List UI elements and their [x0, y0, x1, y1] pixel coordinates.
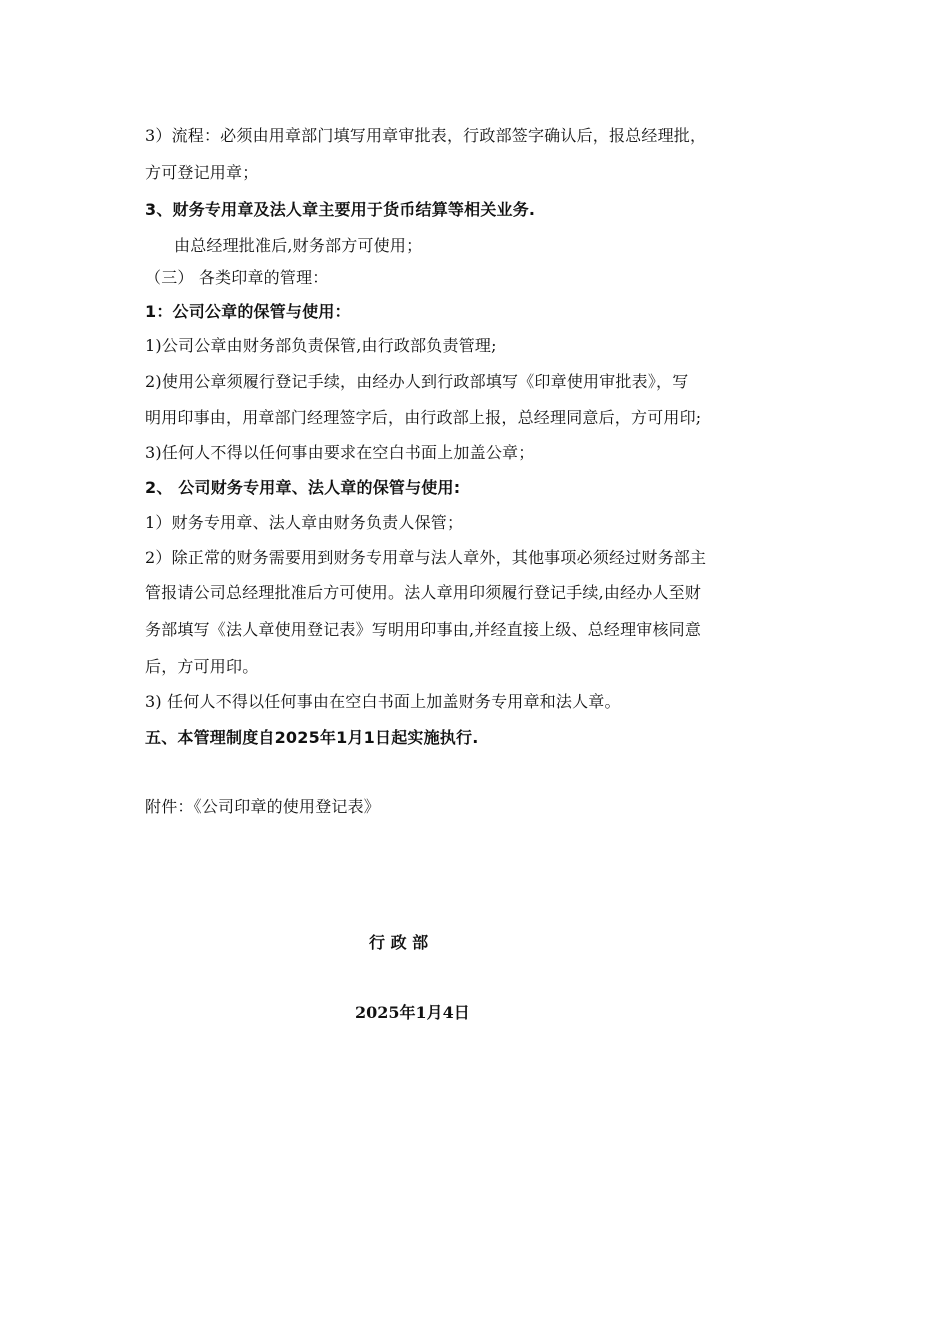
signature-date: 2025年1月4日	[355, 1003, 470, 1022]
section-heading: 1：公司公章的保管与使用：	[145, 302, 351, 321]
text-line: 1)公司公章由财务部负责保管,由行政部负责管理;	[145, 336, 497, 355]
text-line: 3) 任何人不得以任何事由在空白书面上加盖财务专用章和法人章。	[145, 692, 621, 711]
text-line: 务部填写《法人章使用登记表》写明用印事由,并经直接上级、总经理审核同意	[145, 620, 702, 639]
text-line: 2)使用公章须履行登记手续，由经办人到行政部填写《印章使用审批表》，写	[145, 372, 689, 391]
text-line: 1）财务专用章、法人章由财务负责人保管；	[145, 513, 464, 532]
text-line: 明用印事由，用章部门经理签字后，由行政部上报，总经理同意后，方可用印;	[145, 408, 702, 427]
text-line: 2）除正常的财务需要用到财务专用章与法人章外，其他事项必须经过财务部主	[145, 548, 707, 567]
text-line: 3）流程：必须由用章部门填写用章审批表，行政部签字确认后，报总经理批，	[145, 126, 707, 145]
text-line: 3)任何人不得以任何事由要求在空白书面上加盖公章；	[145, 443, 535, 462]
attachment-line: 附件：《公司印章的使用登记表》	[145, 797, 381, 816]
section-heading: 3、财务专用章及法人章主要用于货币结算等相关业务.	[145, 200, 536, 219]
signature-department: 行 政 部	[369, 933, 429, 952]
text-line: 后，方可用印。	[145, 657, 259, 676]
subsection-heading: （三） 各类印章的管理：	[145, 268, 329, 287]
text-line: 方可登记用章；	[145, 163, 259, 182]
section-heading: 五、本管理制度自2025年1月1日起实施执行.	[145, 728, 479, 747]
section-heading: 2、 公司财务专用章、法人章的保管与使用:	[145, 478, 461, 497]
text-line: 由总经理批准后,财务部方可使用；	[174, 236, 423, 255]
text-line: 管报请公司总经理批准后方可使用。法人章用印须履行登记手续,由经办人至财	[145, 583, 702, 602]
